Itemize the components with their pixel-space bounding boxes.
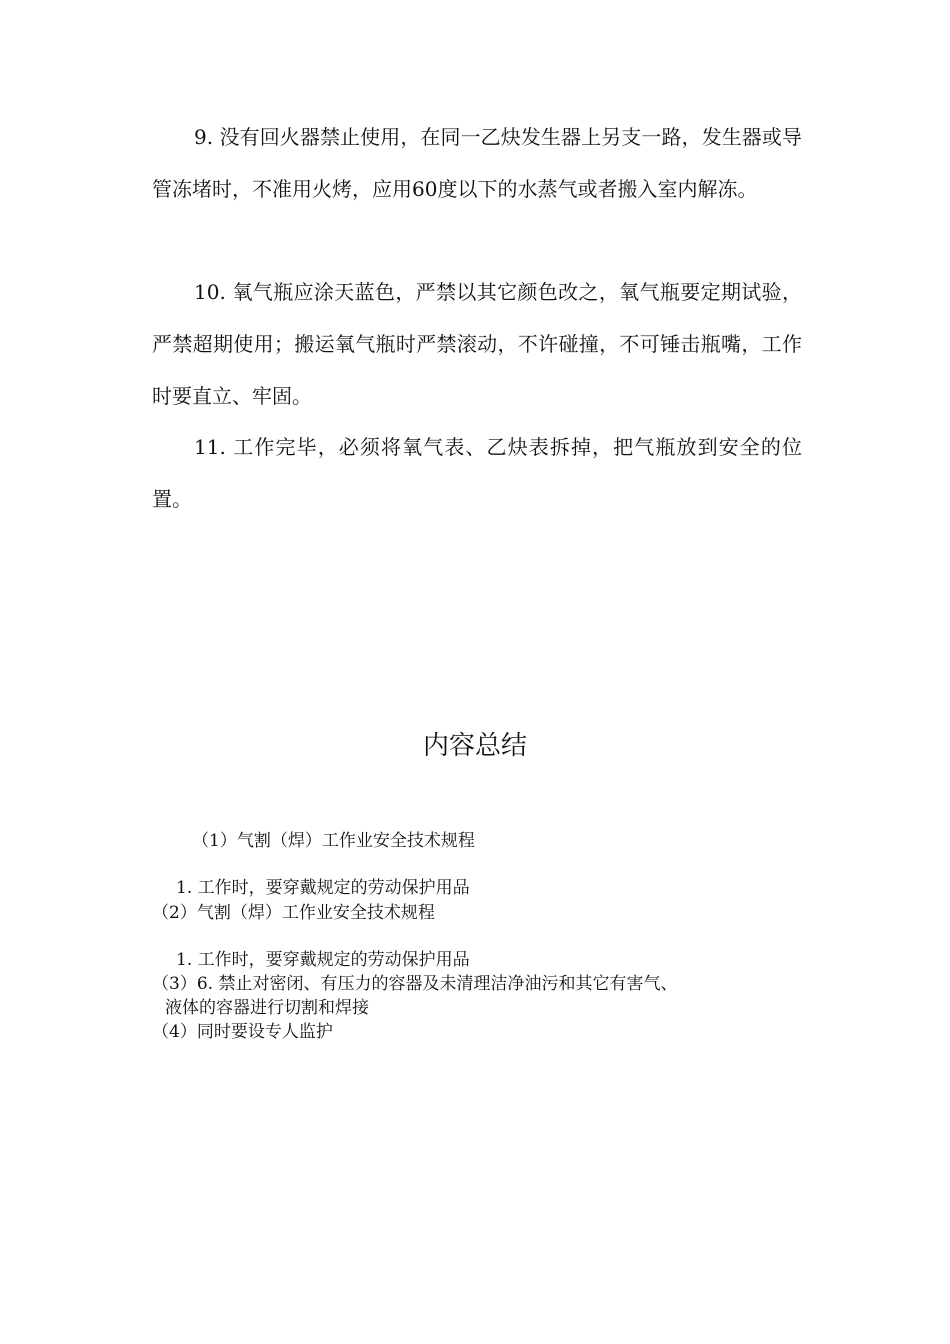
summary-line: （2）气割（焊）工作业安全技术规程 xyxy=(152,903,435,923)
summary-line: 1. 工作时，要穿戴规定的劳动保护用品 xyxy=(176,950,470,970)
summary-line: （3）6. 禁止对密闭、有压力的容器及未清理洁净油污和其它有害气、 xyxy=(152,974,678,994)
summary-line: 1. 工作时，要穿戴规定的劳动保护用品 xyxy=(176,878,470,898)
summary-line: （1）气割（焊）工作业安全技术规程 xyxy=(192,831,475,851)
paragraph-item-9: 9. 没有回火器禁止使用，在同一乙炔发生器上另支一路，发生器或导管冻堵时，不准用火烤，应用60度以下的水蒸气或者搬入室内解冻。 xyxy=(152,125,802,201)
summary-title: 内容总结 xyxy=(422,731,527,761)
paragraph-item-11: 11. 工作完毕，必须将氧气表、乙炔表拆掉，把气瓶放到安全的位置。 xyxy=(152,435,802,511)
summary-line: 液体的容器进行切割和焊接 xyxy=(165,998,369,1018)
summary-line: （4）同时要设专人监护 xyxy=(152,1022,333,1042)
paragraph-item-10: 10. 氧气瓶应涂天蓝色，严禁以其它颜色改之，氧气瓶要定期试验，严禁超期使用；搬运氧气瓶时严禁滚动，不许碰撞，不可锤击瓶嘴，工作时要直立、牢固。 xyxy=(152,280,802,408)
